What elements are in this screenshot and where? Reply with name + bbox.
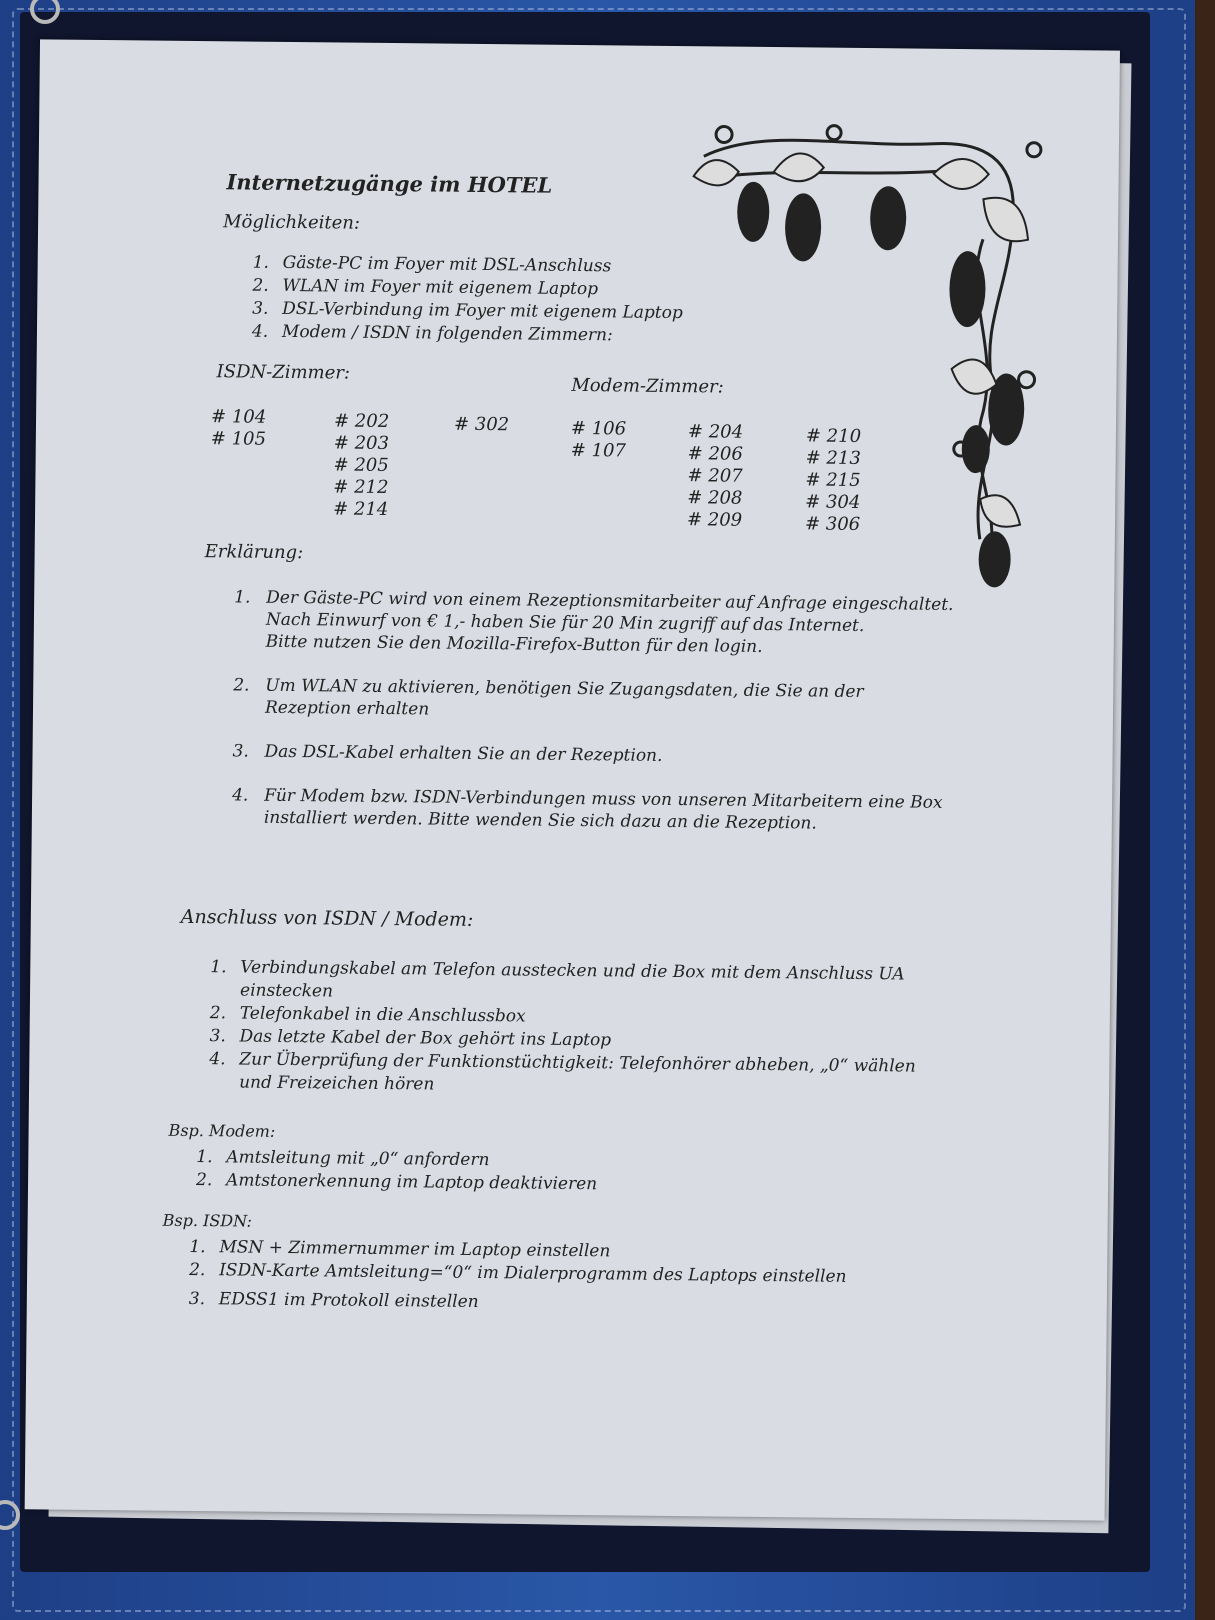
list-item: 1. Gäste-PC im Foyer mit DSL-Anschluss	[252, 252, 612, 277]
isdn-rooms-column	[333, 410, 389, 521]
list-item: 4. Modem / ISDN in folgenden Zimmern:	[251, 321, 613, 346]
list-item: 1. MSN + Zimmernummer im Laptop einstellen	[189, 1236, 611, 1262]
room-number: # 212	[333, 476, 389, 499]
room-number: # 209	[686, 509, 743, 531]
list-item: 4. Zur Überprüfung der Funktionstüchtigkeit: Telefonhörer abheben, „0“ wählen und Freizeichen hören	[209, 1049, 916, 1095]
list-item: 3. Das letzte Kabel der Box gehört ins Laptop	[209, 1026, 612, 1051]
room-number: # 202	[333, 410, 390, 433]
room-number: # 205	[333, 454, 389, 477]
isdn-rooms-heading: ISDN-Zimmer:	[216, 361, 351, 384]
document-page	[25, 39, 1120, 1520]
isdn-example-list	[189, 1236, 910, 1319]
room-number: # 104	[210, 406, 267, 428]
room-number: # 106	[570, 417, 627, 440]
room-number: # 214	[333, 498, 389, 521]
room-number: # 204	[687, 421, 744, 443]
room-number: # 210	[805, 425, 862, 447]
room-number: # 208	[687, 487, 743, 509]
room-number: # 105	[210, 428, 267, 450]
modem-example-list	[196, 1146, 796, 1198]
list-item: 4. Für Modem bzw. ISDN-Verbindungen muss von unseren Mitarbeitern eine Box installiert werden. Bitte wenden Sie sich dazu an die Rezeption.	[232, 785, 943, 834]
room-number: # 107	[570, 439, 627, 462]
modem-rooms-heading: Modem-Zimmer:	[571, 374, 724, 398]
list-item: 3. DSL-Verbindung im Foyer mit eigenem Laptop	[252, 298, 683, 324]
room-number: # 207	[687, 465, 743, 487]
list-item: 3. Das DSL-Kabel erhalten Sie an der Rezeption.	[232, 741, 663, 766]
isdn-example-heading: Bsp. ISDN:	[162, 1210, 253, 1231]
list-item: 2. WLAN im Foyer mit eigenem Laptop	[252, 275, 599, 300]
modem-rooms-column	[805, 425, 861, 536]
options-list	[252, 252, 813, 350]
explanation-heading: Erklärung:	[204, 541, 304, 564]
document-title: Internetzugänge im HOTEL	[226, 169, 553, 198]
room-number: # 203	[333, 432, 390, 455]
list-item: 2. Amtstonerkennung im Laptop deaktivieren	[195, 1170, 598, 1195]
room-number: # 304	[805, 491, 861, 513]
list-item: 2. Telefonkabel in die Anschlussbox	[209, 1003, 526, 1027]
list-item: 2. Um WLAN zu aktivieren, benötigen Sie Zugangsdaten, die Sie an der Rezeption erhalten	[233, 675, 864, 720]
modem-rooms-column	[571, 418, 627, 463]
list-item: 2. ISDN-Karte Amtsleitung=“0“ im Dialerprogramm des Laptops einstellen	[189, 1259, 847, 1287]
isdn-rooms-column	[454, 414, 509, 437]
explanation-list	[232, 586, 955, 858]
room-number: # 306	[804, 513, 861, 535]
isdn-rooms-column	[211, 406, 267, 451]
connection-heading: Anschluss von ISDN / Modem:	[180, 905, 474, 931]
list-item: 1. Amtsleitung mit „0“ anfordern	[196, 1147, 490, 1171]
room-number: # 206	[687, 443, 744, 465]
list-item: 3. EDSS1 im Protokoll einstellen	[188, 1288, 479, 1313]
room-number: # 215	[805, 469, 861, 491]
modem-rooms-column	[687, 421, 743, 532]
modem-example-heading: Bsp. Modem:	[168, 1120, 276, 1141]
room-number: # 302	[453, 413, 510, 436]
room-number: # 213	[805, 447, 861, 469]
list-item: 1. Verbindungskabel am Telefon ausstecken und die Box mit dem Anschluss UA einstecken	[210, 957, 905, 1002]
options-heading: Möglichkeiten:	[223, 211, 361, 234]
connection-steps-list	[209, 956, 930, 1102]
list-item: 1. Der Gäste-PC wird von einem Rezeptionsmitarbeiter auf Anfrage eingeschaltet. Nach Einwurf von € 1,- haben Sie für 20 Min zugriff auf das Internet. Bitte nutzen Sie den Mozilla-Firefox-Button für den login.	[234, 587, 954, 657]
